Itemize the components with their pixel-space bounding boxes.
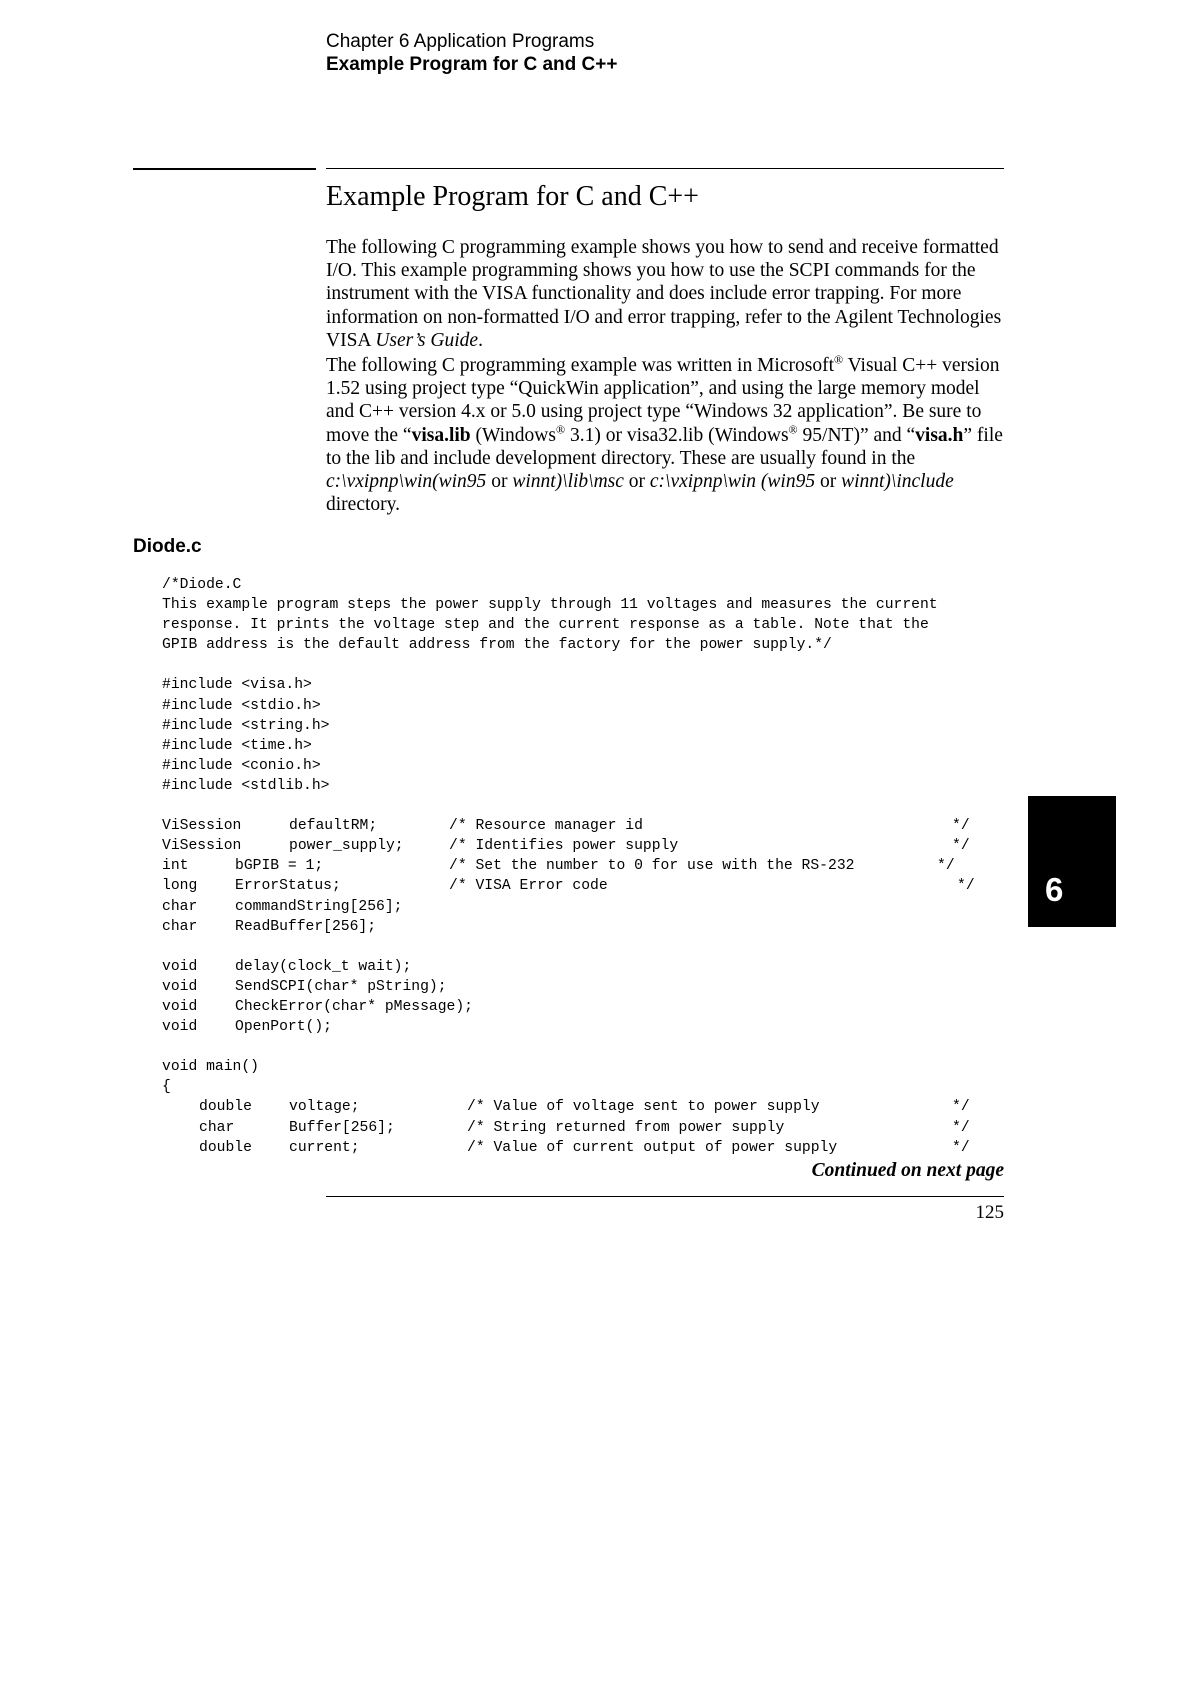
- running-header-chapter: Chapter 6 Application Programs: [326, 31, 595, 52]
- code-main: [162, 1057, 970, 1157]
- intro-paragraph-2: The following C programming example was written in Microsoft® Visual C++ version 1.52 using project type “QuickWin application”, and using the large memory model and C++ version 4.x or 5.0 using project type “Windows 32 application”. Be sure to move the “visa.lib (Windows® 3.1) or visa32.lib (Windows® 95/NT)” and “visa.h” file to the lib and include development directory. These are usually found in the c:\vxipnp\win(win95 or winnt)\lib\msc or c:\vxipnp\win (win95 or winnt)\include directory.: [326, 352, 1003, 516]
- code-includes: [162, 675, 938, 796]
- visa-h-filename: visa.h: [915, 424, 964, 446]
- code-line: void CheckError(char* pMessage);: [162, 998, 473, 1015]
- code-line: void OpenPort();: [162, 1019, 332, 1036]
- users-guide-title: User’s Guide: [375, 329, 479, 351]
- code-line: double current; /* Value of current output of power supply */: [199, 1139, 970, 1156]
- chapter-tab: [1028, 796, 1116, 927]
- chapter-tab-number: 6: [1045, 871, 1064, 908]
- code-line: #include <time.h>: [162, 737, 312, 754]
- code-line: void delay(clock_t wait);: [162, 958, 412, 975]
- running-header-section: Example Program for C and C++: [326, 54, 618, 75]
- code-globals: [162, 816, 975, 937]
- code-line: This example program steps the power supply through 11 voltages and measures the current: [162, 597, 938, 614]
- code-line: int bGPIB = 1; /* Set the number to 0 for use with the RS-232 */: [162, 858, 955, 875]
- code-line: char commandString[256];: [162, 898, 403, 915]
- left-rule: [133, 168, 316, 170]
- code-line: long ErrorStatus; /* VISA Error code */: [162, 878, 975, 895]
- page-number: 125: [975, 1202, 1004, 1223]
- code-line: char Buffer[256]; /* String returned from power supply */: [199, 1119, 970, 1136]
- code-line: GPIB address is the default address from the factory for the power supply.*/: [162, 637, 832, 654]
- intro-text: [326, 236, 1006, 518]
- code-line: #include <conio.h>: [162, 757, 321, 774]
- code-line: double voltage; /* Value of voltage sent to power supply */: [199, 1099, 970, 1116]
- code-line: #include <stdio.h>: [162, 697, 321, 714]
- code-line: response. It prints the voltage step and the current response as a table. Note that the: [162, 617, 929, 634]
- bottom-rule: [326, 1196, 1004, 1197]
- code-line: ViSession defaultRM; /* Resource manager id */: [162, 818, 970, 835]
- code-listing: [162, 575, 975, 1178]
- section-title: Example Program for C and C++: [326, 181, 699, 212]
- visa-lib-filename: visa.lib: [411, 424, 471, 446]
- code-line: /*Diode.C: [162, 577, 242, 593]
- code-line: void SendSCPI(char* pString);: [162, 978, 447, 995]
- code-line: {: [162, 1079, 171, 1096]
- code-line: #include <string.h>: [162, 717, 330, 734]
- code-line: #include <stdlib.h>: [162, 777, 330, 794]
- code-line: #include <visa.h>: [162, 677, 312, 694]
- intro-paragraph-1: The following C programming example shows you how to send and receive formatted I/O. This example programming shows you how to use the SCPI commands for the instrument with the VISA functionality and does include error trapping. For more information on non-formatted I/O and error trapping, refer to the Agilent Technologies VISA User’s Guide.: [326, 237, 1002, 351]
- code-prototypes: [162, 957, 938, 1037]
- top-rule: [326, 168, 1004, 169]
- code-line: ViSession power_supply; /* Identifies power supply */: [162, 838, 970, 855]
- file-heading: Diode.c: [133, 536, 202, 557]
- code-line: char ReadBuffer[256];: [162, 918, 377, 935]
- code-header-comment: [162, 575, 938, 655]
- code-line: void main(): [162, 1059, 259, 1076]
- continued-note: Continued on next page: [811, 1160, 1004, 1181]
